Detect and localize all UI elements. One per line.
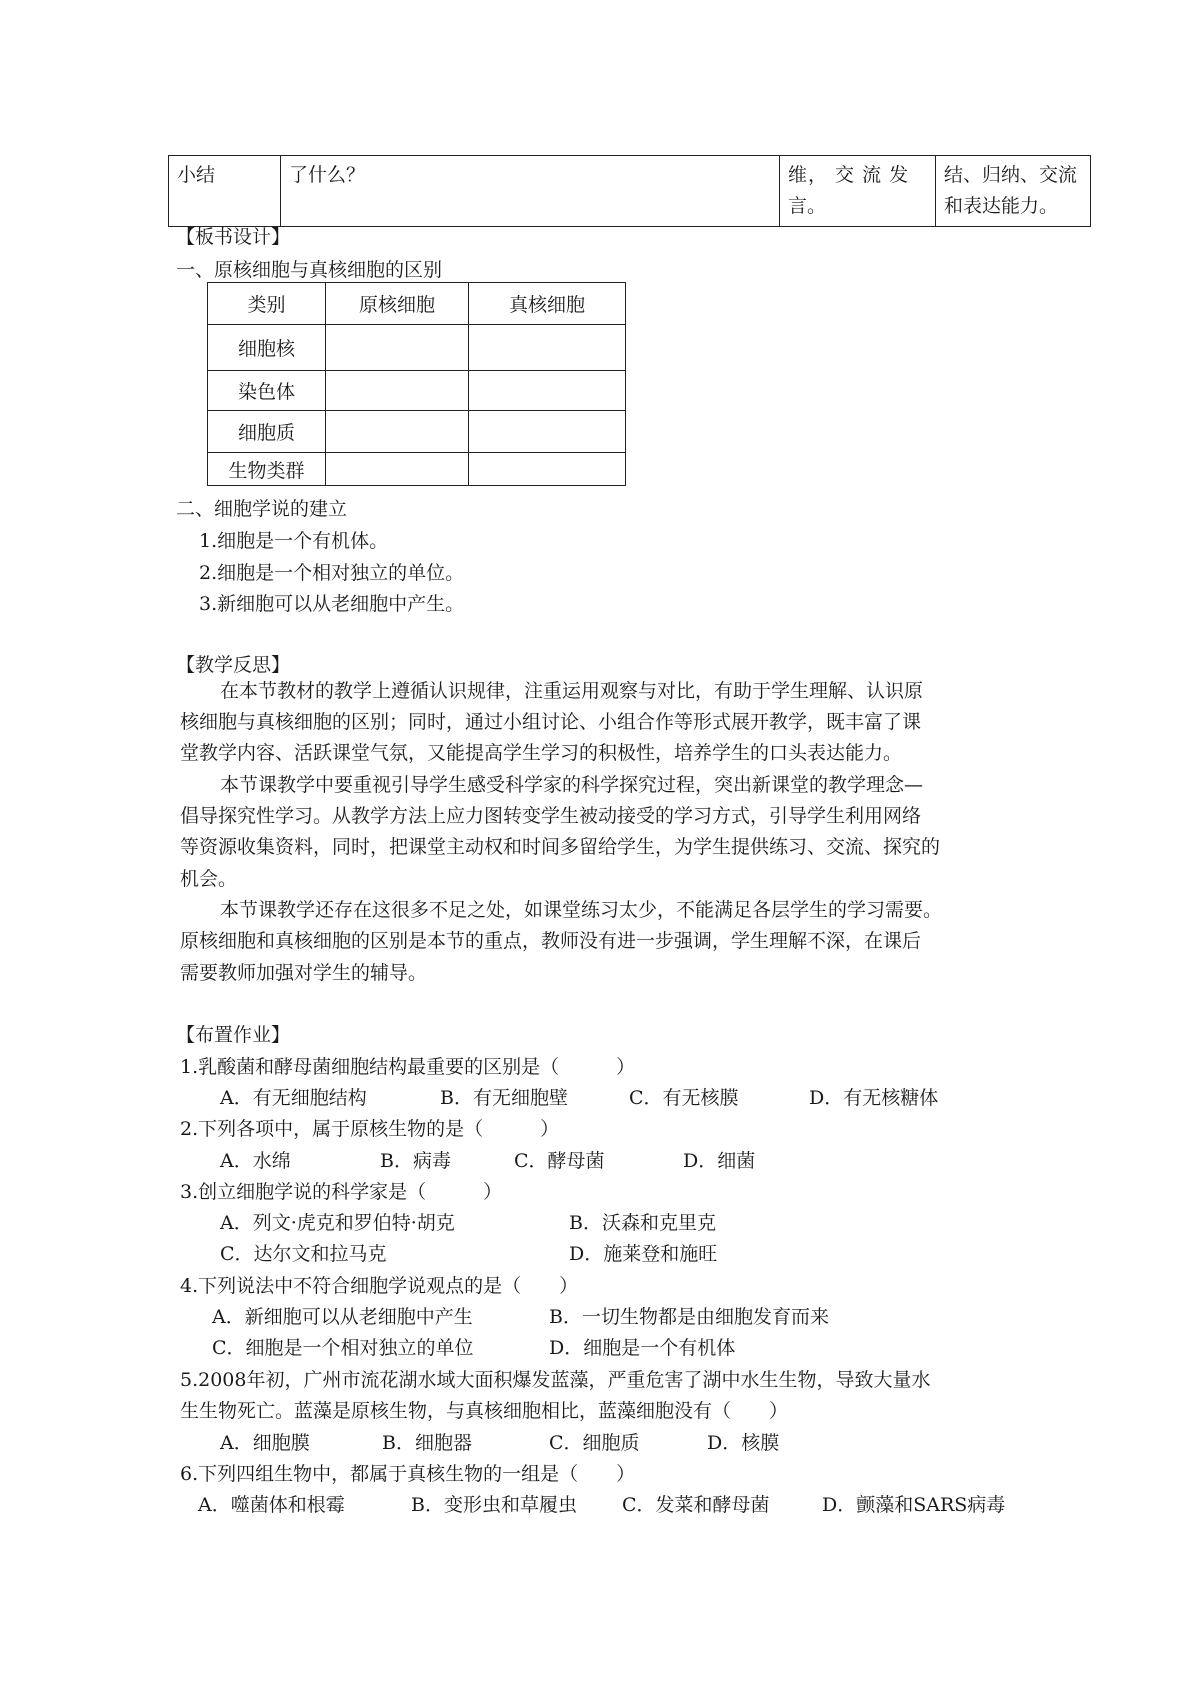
question-4: 4.下列说法中不符合细胞学说观点的是（ ） — [180, 1275, 579, 1297]
option: C．发菜和酵母菌 — [622, 1494, 770, 1516]
empty-cell — [326, 453, 469, 486]
header-eukaryotic: 真核细胞 — [469, 283, 626, 325]
option: C．有无核膜 — [629, 1087, 739, 1109]
option: D．细胞是一个有机体 — [549, 1337, 736, 1359]
reflection-line: 需要教师加强对学生的辅导。 — [180, 962, 428, 984]
purpose-cell — [936, 156, 1091, 227]
option: B．病毒 — [380, 1150, 451, 1172]
empty-cell — [469, 325, 626, 371]
option: A．新细胞可以从老细胞中产生 — [212, 1306, 473, 1328]
table-row — [208, 453, 626, 486]
option: A．列文·虎克和罗伯特·胡克 — [220, 1212, 455, 1234]
content-cell — [281, 156, 780, 227]
empty-cell — [326, 411, 469, 453]
reflection-line: 核细胞与真核细胞的区别；同时，通过小组讨论、小组合作等形式展开教学，既丰富了课 — [180, 711, 922, 733]
option: D．有无核糖体 — [809, 1087, 939, 1109]
question-2: 2.下列各项中，属于原核生物的是（ ） — [180, 1118, 560, 1140]
header-category: 类别 — [208, 283, 326, 325]
list-item: 1.细胞是一个有机体。 — [199, 530, 389, 552]
homework-heading: 【布置作业】 — [176, 1024, 291, 1046]
table-row — [208, 411, 626, 453]
option: D．施莱登和施旺 — [569, 1243, 718, 1265]
reflection-line: 本节课教学中要重视引导学生感受科学家的科学探究过程，突出新课堂的教学理念— — [220, 774, 924, 796]
list-item: 3.新细胞可以从老细胞中产生。 — [199, 593, 465, 615]
option: B．沃森和克里克 — [569, 1212, 716, 1234]
row-label: 细胞核 — [208, 325, 326, 371]
reflection-line: 原核细胞和真核细胞的区别是本节的重点，教师没有进一步强调，学生理解不深，在课后 — [180, 930, 922, 952]
table-row — [169, 156, 1091, 227]
cell-comparison-table — [207, 282, 626, 486]
option: D．细菌 — [683, 1150, 756, 1172]
section-title-comparison: 一、原核细胞与真核细胞的区别 — [176, 259, 443, 281]
empty-cell — [469, 453, 626, 486]
option: A．有无细胞结构 — [220, 1087, 367, 1109]
lesson-plan-table-continuation — [168, 155, 1091, 227]
option: C．酵母菌 — [514, 1150, 605, 1172]
row-label: 生物类群 — [208, 453, 326, 486]
option: C．细胞质 — [549, 1432, 640, 1454]
content-text: 了什么？ — [289, 164, 366, 186]
option: B．有无细胞壁 — [440, 1087, 568, 1109]
question-5-continued: 生生物死亡。蓝藻是原核生物，与真核细胞相比，蓝藻细胞没有（ ） — [180, 1400, 789, 1422]
question-5: 5.2008年初，广州市流花湖水域大面积爆发蓝藻，严重危害了湖中水生生物，导致大量水 — [180, 1369, 931, 1391]
question-3: 3.创立细胞学说的科学家是（ ） — [180, 1181, 503, 1203]
student-activity-line: 言。 — [788, 195, 827, 217]
reflection-line: 本节课教学还存在这很多不足之处，如课堂练习太少，不能满足各层学生的学习需要。 — [220, 899, 943, 921]
reflection-line: 倡导探究性学习。从教学方法上应力图转变学生被动接受的学习方式，引导学生利用网络 — [180, 805, 922, 827]
board-design-heading: 【板书设计】 — [176, 226, 291, 248]
purpose-line: 和表达能力。 — [944, 195, 1059, 217]
question-6: 6.下列四组生物中，都属于真核生物的一组是（ ） — [180, 1463, 636, 1485]
option: C．达尔文和拉马克 — [220, 1243, 387, 1265]
option: B．细胞器 — [382, 1432, 472, 1454]
reflection-line: 等资源收集资料，同时，把课堂主动权和时间多留给学生，为学生提供练习、交流、探究的 — [180, 836, 941, 858]
student-activity-cell — [780, 156, 936, 227]
option: A．水绵 — [220, 1150, 291, 1172]
option: B．变形虫和草履虫 — [411, 1494, 577, 1516]
empty-cell — [326, 371, 469, 411]
table-header-row — [208, 283, 626, 325]
option: C．细胞是一个相对独立的单位 — [212, 1337, 474, 1359]
table-row — [208, 325, 626, 371]
list-item: 2.细胞是一个相对独立的单位。 — [199, 562, 465, 584]
reflection-line: 在本节教材的教学上遵循认识规律，注重运用观察与对比，有助于学生理解、认识原 — [220, 680, 924, 702]
question-1: 1.乳酸菌和酵母菌细胞结构最重要的区别是（ ） — [180, 1056, 636, 1078]
purpose-line: 结、归纳、交流 — [944, 164, 1078, 186]
reflection-line: 堂教学内容、活跃课堂气氛，又能提高学生学习的积极性，培养学生的口头表达能力。 — [180, 742, 903, 764]
option: A．细胞膜 — [220, 1432, 310, 1454]
option: A．噬菌体和根霉 — [198, 1494, 345, 1516]
row-label: 细胞质 — [208, 411, 326, 453]
empty-cell — [469, 411, 626, 453]
reflection-line: 机会。 — [180, 868, 238, 890]
reflection-heading: 【教学反思】 — [176, 654, 291, 676]
stage-cell — [169, 156, 281, 227]
stage-label: 小结 — [177, 164, 216, 186]
option: B．一切生物都是由细胞发育而来 — [549, 1306, 829, 1328]
option: D．核膜 — [707, 1432, 780, 1454]
empty-cell — [326, 325, 469, 371]
section-title-cell-theory: 二、细胞学说的建立 — [176, 498, 348, 520]
option: D．颤藻和SARS病毒 — [822, 1494, 1006, 1516]
student-activity-line: 维， 交 流 发 — [788, 164, 910, 186]
header-prokaryotic: 原核细胞 — [326, 283, 469, 325]
row-label: 染色体 — [208, 371, 326, 411]
empty-cell — [469, 371, 626, 411]
table-row — [208, 371, 626, 411]
